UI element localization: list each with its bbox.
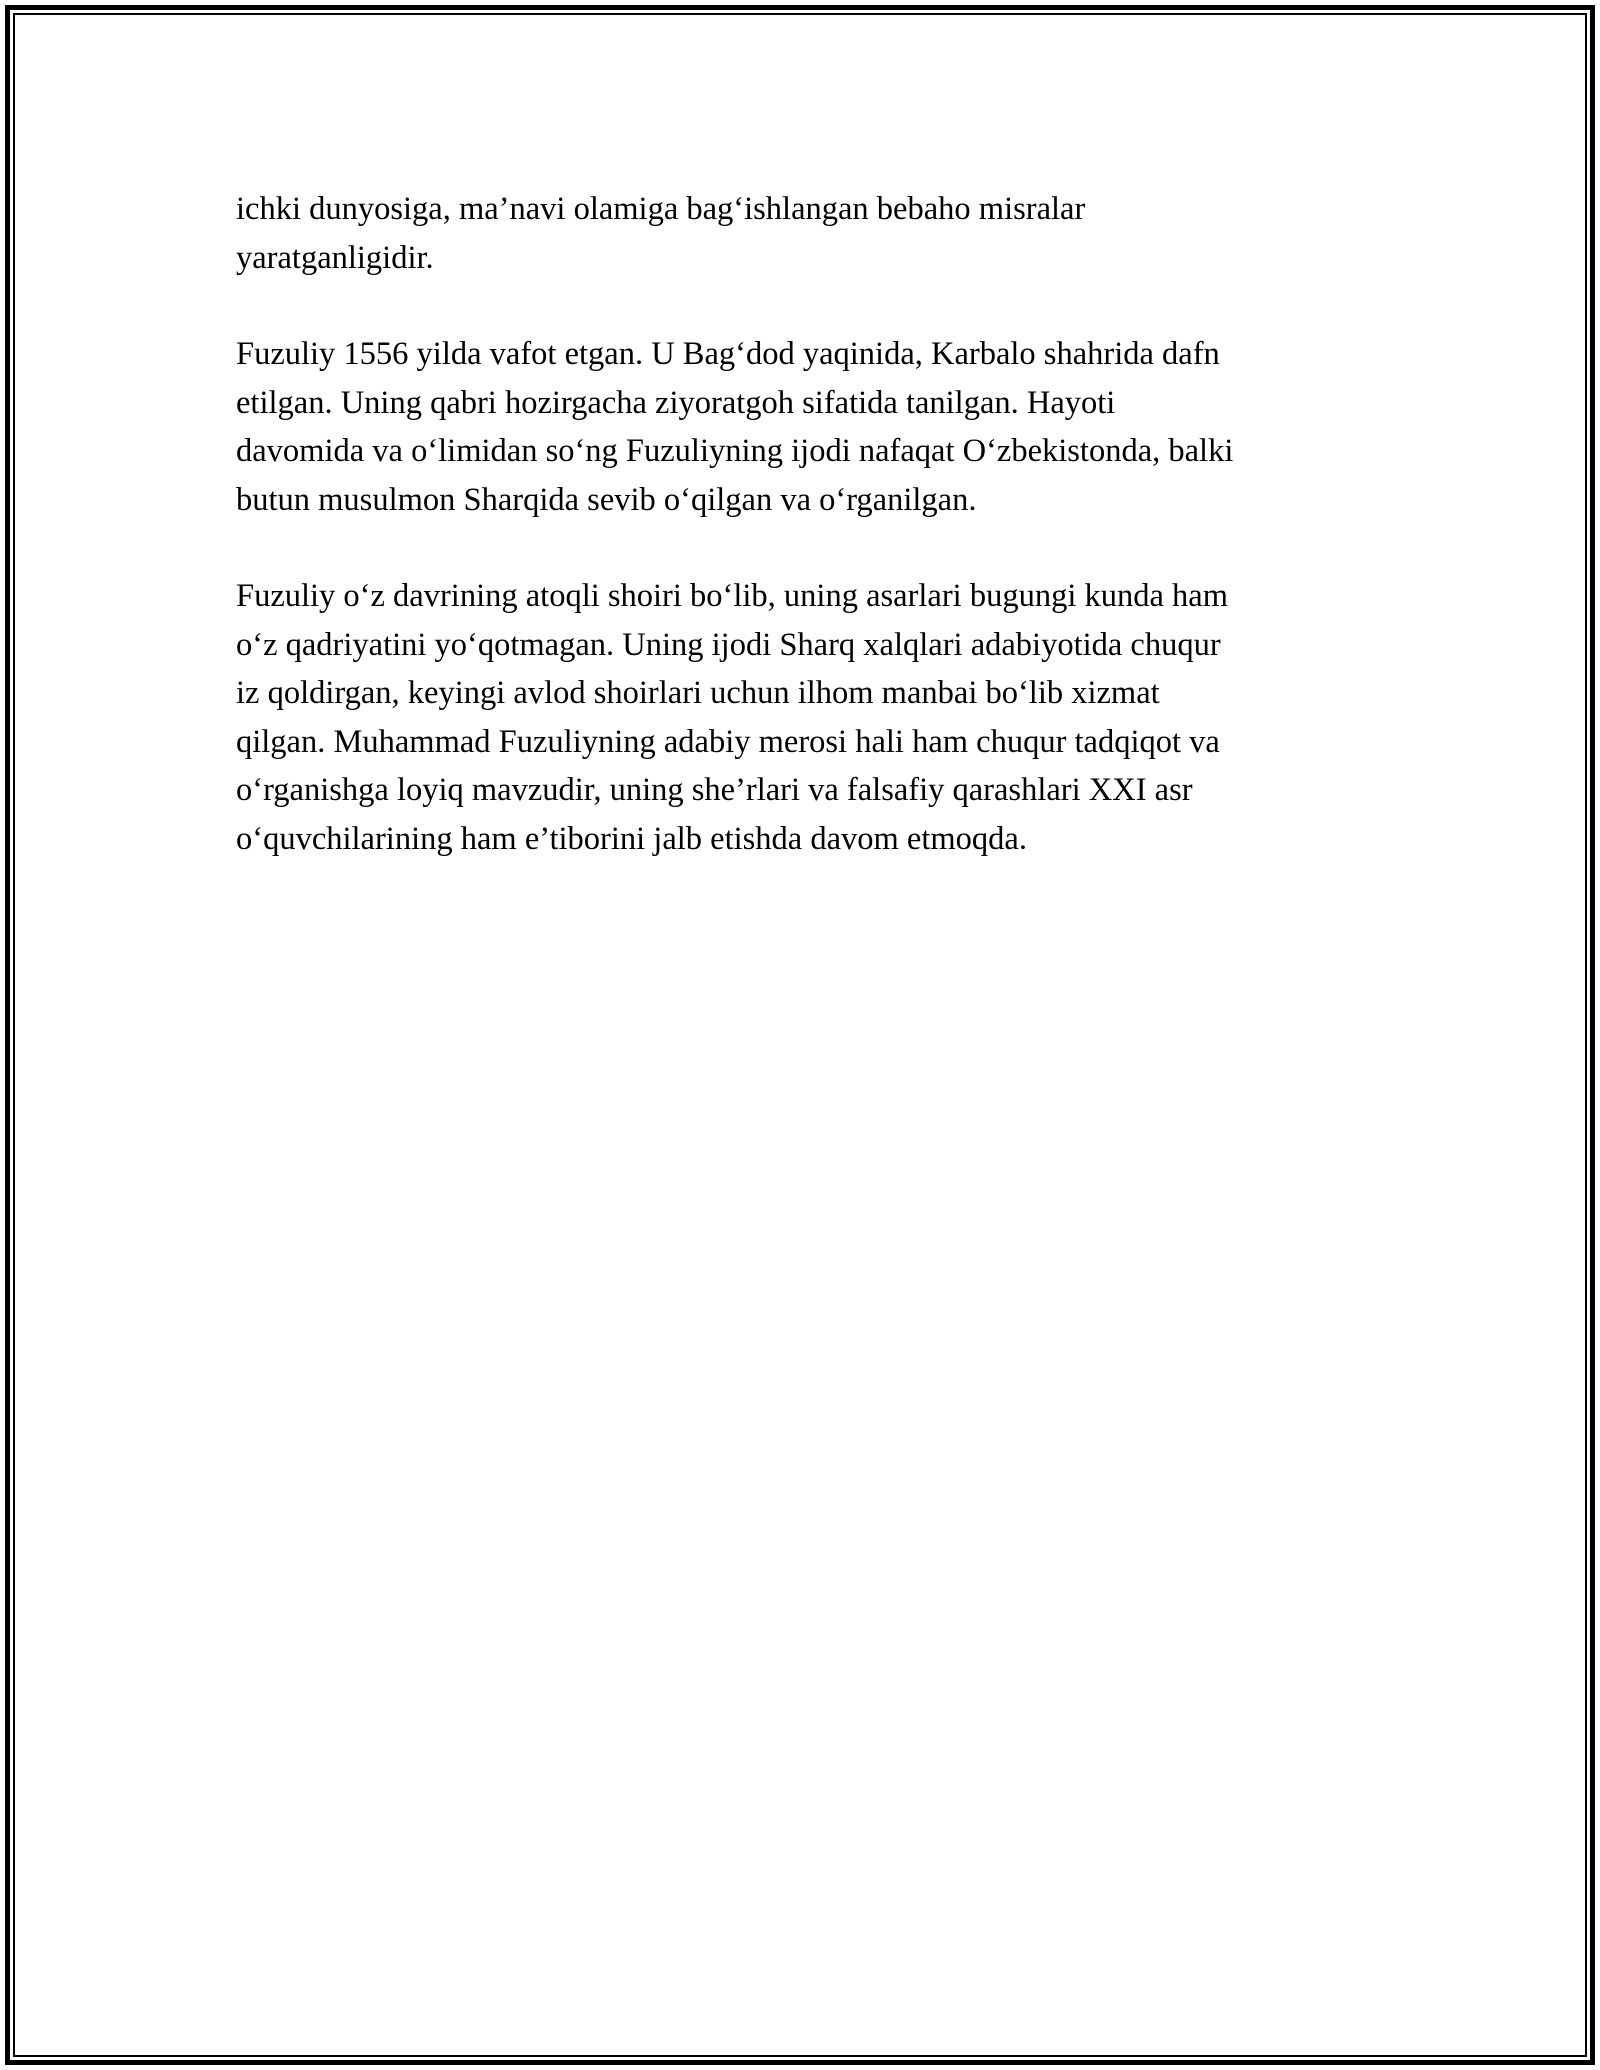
paragraph-3: Fuzuliy o‘z davrining atoqli shoiri bo‘lib, uning asarlari bugungi kunda ham o‘z qadriyatini yo‘qotmagan. Uning ijodi Sharq xalqlari adabiyotida chuqur iz qoldirgan, keyingi avlod shoirlari uchun ilhom manbai bo‘lib xizmat qilgan. Muhammad Fuzuliyning adabiy merosi hali ham chuqur tadqiqot va o‘rganishga loyiq mavzudir, uning she’rlari va falsafiy qarashlari XXI asr o‘quvchilarining ham e’tiborini jalb etishda davom etmoqda.: [236, 578, 1228, 857]
paragraph-2: Fuzuliy 1556 yilda vafot etgan. U Bag‘dod yaqinida, Karbalo shahrida dafn etilgan. Uning qabri hozirgacha ziyoratgoh sifatida tanilgan. Hayoti davomida va o‘limidan so‘ng Fuzuliyning ijodi nafaqat O‘zbekistonda, balki butun musulmon Sharqida sevib o‘qilgan va o‘rganilgan.: [236, 336, 1234, 518]
paragraph-1: ichki dunyosiga, ma’navi olamiga bag‘ishlangan bebaho misralar yaratganligidir.: [236, 191, 1086, 276]
document-body: [236, 185, 1376, 911]
